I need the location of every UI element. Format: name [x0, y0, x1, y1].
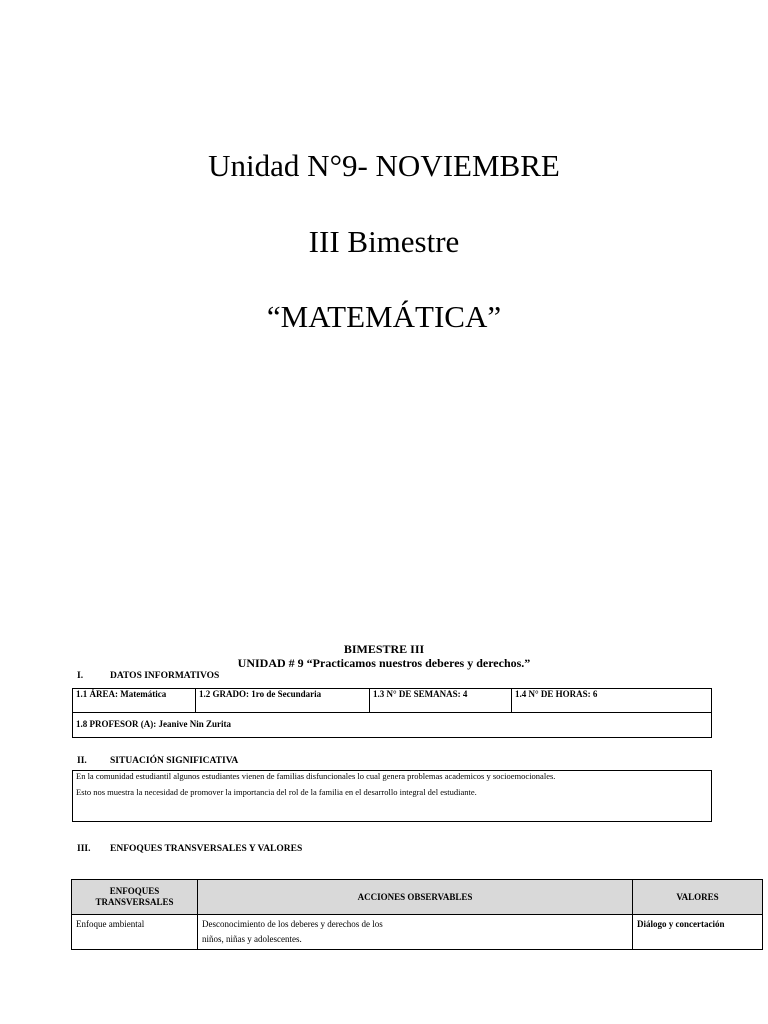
area-cell: 1.1 ÁREA: Matemática	[76, 689, 167, 699]
header-valores: VALORES	[633, 880, 763, 915]
header-acciones: ACCIONES OBSERVABLES	[198, 880, 633, 915]
bimestre-heading: BIMESTRE III	[343, 642, 425, 656]
grado-cell: 1.2 GRADO: 1ro de Secundaria	[199, 689, 322, 699]
header-enfoques: ENFOQUES TRANSVERSALES	[72, 880, 198, 915]
acciones-line-2: niños, niñas y adolescentes.	[202, 934, 302, 944]
profesor-cell: 1.8 PROFESOR (A): Jeanive Nin Zurita	[76, 719, 231, 729]
table-header-row	[72, 880, 763, 915]
enfoque-cell: Enfoque ambiental	[72, 915, 198, 950]
situacion-line-2: Esto nos muestra la necesidad de promover la importancia del rol de la familia en el desarrollo integral del estudiante.	[76, 787, 477, 797]
cover-bimestre-title: III Bimestre	[308, 224, 460, 259]
section-number: I.	[77, 671, 84, 681]
table-row	[72, 915, 763, 950]
section-enfoques-heading	[77, 844, 302, 854]
enfoques-table	[71, 879, 763, 950]
semanas-cell: 1.3 N° DE SEMANAS: 4	[373, 689, 468, 699]
horas-cell: 1.4 N° DE HORAS: 6	[515, 689, 598, 699]
section-title: DATOS INFORMATIVOS	[110, 671, 220, 681]
acciones-line-1: Desconocimiento de los deberes y derechos de los	[202, 919, 383, 929]
section-number: III.	[77, 844, 91, 854]
datos-informativos-table	[72, 688, 712, 738]
row-divider	[73, 712, 711, 713]
cover-subject-title: “MATEMÁTICA”	[266, 299, 502, 334]
section-title: SITUACIÓN SIGNIFICATIVA	[110, 756, 239, 766]
section-datos-heading	[77, 671, 219, 681]
section-number: II.	[77, 756, 87, 766]
cover-unit-title: Unidad N°9- NOVIEMBRE	[208, 148, 560, 183]
section-title: ENFOQUES TRANSVERSALES Y VALORES	[110, 844, 303, 854]
situacion-line-1: En la comunidad estudiantil algunos estudiantes vienen de familias disfuncionales lo cual genera problemas academicos y socioemocionales.	[76, 771, 556, 781]
section-situacion-heading	[77, 756, 238, 766]
acciones-cell	[198, 915, 633, 950]
unidad-heading: UNIDAD # 9 “Practicamos nuestros deberes y derechos.”	[237, 656, 531, 670]
valores-cell: Diálogo y concertación	[633, 915, 763, 950]
situacion-box	[72, 770, 712, 822]
